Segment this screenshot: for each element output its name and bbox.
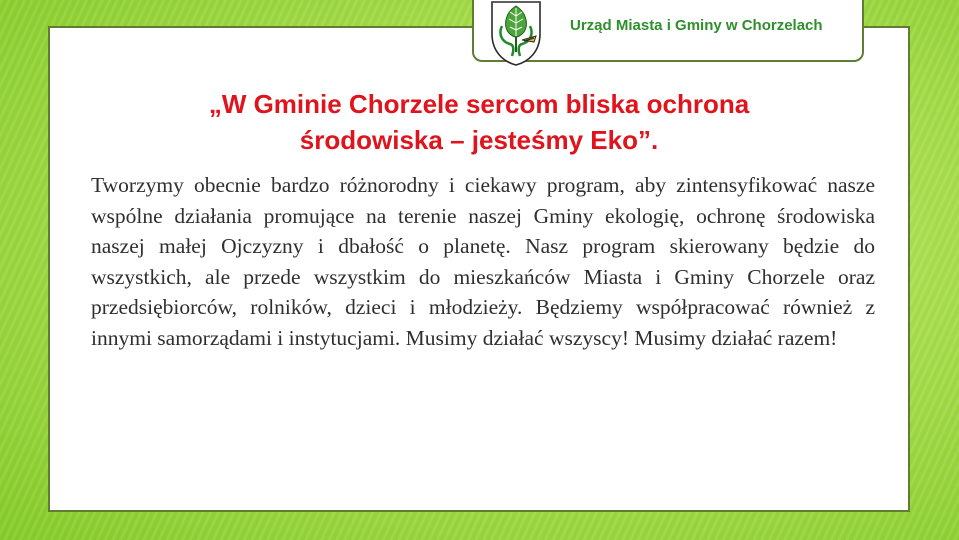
body-paragraph: Tworzymy obecnie bardzo różnorodny i ciekawy program, aby zintensyfikować nasze wspólne działania promujące na terenie naszej Gminy ekologię, ochronę środowiska naszej małej Ojczyzny i dbałość o planetę. Nasz program skierowany będzie do wszystkich, ale przede wszystkim do mieszkańców Miasta i Gminy Chorzele oraz przedsiębiorców, rolników, dzieci i młodzieży. Będziemy współpracować również z innymi samorządami i instytucjami. Musimy działać wszyscy! Musimy działać razem! <box>91 173 875 350</box>
header-badge <box>472 0 864 62</box>
slide-title-line-2: środowiska – jesteśmy Eko”. <box>299 125 659 155</box>
slide-title-line-1: „W Gminie Chorzele sercom bliska ochrona <box>208 89 750 119</box>
leaf-crest-icon <box>484 0 548 66</box>
org-name: Urząd Miasta i Gminy w Chorzelach <box>570 17 823 34</box>
slide-title <box>48 86 910 158</box>
